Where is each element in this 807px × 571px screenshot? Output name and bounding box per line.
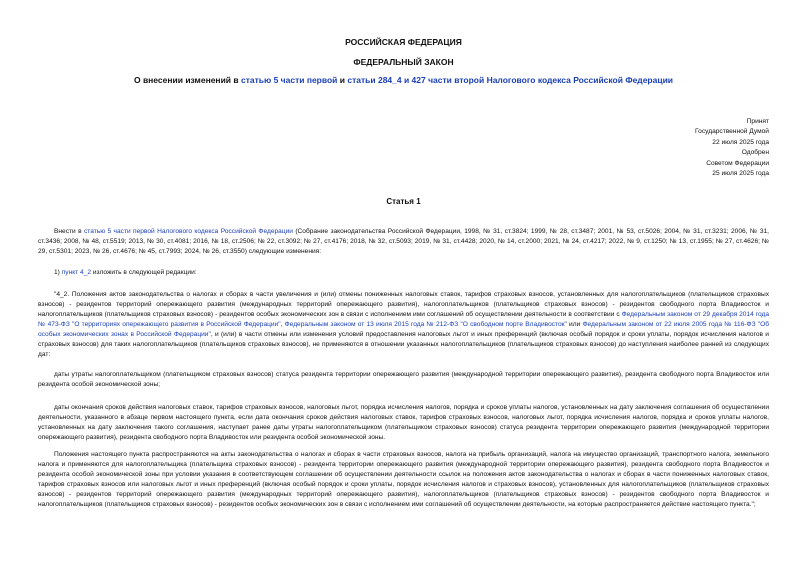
quote-post: , и (или) в части отмены или изменения условий предоставления налоговых льгот и иных преференций (включая особый порядок и сроки уплаты, порядок исчисления налогов и страховых взносов) для таких налогоплательщиков (плательщиков страховых взносов), не применяются в отношении указанных налогоплательщиков (плательщиков страховых взносов) до наступления наиболее ранней из следующих дат: (38, 331, 769, 358)
law-title (0, 75, 807, 85)
law-type-heading: ФЕДЕРАЛЬНЫЙ ЗАКОН (353, 57, 454, 67)
adoption-info (695, 117, 769, 179)
quote-pre: "4_2. Положения актов законодательства о налогах и сборах в части увеличения и (или) отмены пониженных налоговых ставок, тарифов страховых взносов, установленных для налогоплательщиков (плательщиков страховых взносов) - резидентов территорий опережающего развития (международных территорий опережающего развития), налогоплательщиков (плательщиков страховых взносов) - резидентов свободного порта Владивосток и налогоплательщиков (плательщиков страховых взносов) - резидентов особых экономических зон в связи с исполнением ими соглашений об осуществлении деятельности в соответствии с (38, 291, 769, 318)
accepted-by: Государственной Думой (695, 128, 769, 136)
country-heading: РОССИЙСКАЯ ФЕДЕРАЦИЯ (345, 37, 462, 47)
link-law-116-fz[interactable]: Федеральным законом от 22 июля 2005 года № 116-ФЗ "Об особых экономических зонах в Российской Федерации" (38, 321, 769, 338)
item1-post: изложить в следующей редакции: (91, 269, 197, 276)
intro-post: (Собрание законодательства Российской Федерации, 1998, № 31, ст.3824; 1999, № 28, ст.3487; 2001, № 53, ст.5026; 2004, № 31, ст.3231; 2006, № 31, ст.3436; 2008, № 48, ст.5519; 2013, № 30, ст.4081; 2016, № 18, ст.2506; № 22, ст.3092; № 27, ст.4176; 2018, № 32, ст.5093; 2019, № 31, ст.4428; 2020, № 14, ст.2000; 2021, № 24, ст.4217; 2022, № 9, ст.1250; № 13, ст.1955; № 27, ст.4626; № 29, ст.5301; 2023, № 26, ст.4676; № 45, ст.7993; 2024, № 26, ст.3550) следующие изменения: (38, 228, 770, 255)
item1-pre: 1) (54, 269, 62, 276)
quoted-point-paragraph (38, 290, 769, 360)
approved-label: Одобрен (741, 149, 769, 157)
intro-pre: Внести в (54, 228, 84, 235)
link-articles-284-427[interactable]: статьи 284_4 и 427 части второй Налогового кодекса Российской Федерации (347, 75, 674, 85)
link-point-4-2[interactable]: пункт 4_2 (61, 269, 92, 276)
date-condition-1: даты утраты налогоплательщиком (плательщиком страховых взносов) статуса резидента территории опережающего развития (международной территории опережающего развития), резидента свободного порта Владивосток или резидента особой экономической зоны; (38, 371, 769, 388)
link-law-212-fz[interactable]: Федеральным законом от 13 июля 2015 года № 212-ФЗ "О свободном порте Владивосток" (284, 321, 567, 328)
quote-mid2: или (566, 321, 583, 328)
scope-paragraph: Положения настоящего пункта распространяются на акты законодательства о налогах и сборах в части страховых взносов, налога на прибыль организаций, налога на имущество организаций, транспортного налога, земельного налога и применяются для налогоплательщика (плательщика страховых взносов) - резидента территории опережающего развития (международной территории опережающего развития), резидента свободного порта Владивосток и резидента особой экономической зоны при условии указания в соответствующем соглашении об осуществлении деятельности ссылок на положения актов законодательства о налогах и сборах в части пониженных налоговых ставок, тарифов страховых взносов или налоговых льгот и иных преференций (включая особый порядок и сроки уплаты, порядок исчисления налогов и страховых взносов), установленных для налогоплательщиков (плательщиков страховых взносов) - резидентов территорий опережающего развития (международных территорий опережающего развития), налогоплательщиков (плательщиков страховых взносов) - резидентов свободного порта Владивосток и налогоплательщиков (плательщиков страховых взносов) - резидентов особых экономических зон в связи с исполнением ими соглашений об осуществлении деятельности, на которые распространяется действие настоящего пункта."; (38, 451, 769, 508)
quote-mid: , (280, 321, 285, 328)
article-intro-paragraph (38, 227, 769, 257)
title-text-mid: и (337, 75, 348, 85)
title-text-pre: О внесении изменений в (133, 75, 241, 85)
date-condition-2: даты окончания сроков действия налоговых ставок, тарифов страховых взносов, налоговых льгот, порядка исчисления налогов, порядка и сроков уплаты налогов, установленных на дату заключения соглашения об осуществлении деятельности, указанного в абзаце первом настоящего пункта, если дата окончания сроков действия налоговых ставок, тарифов страховых взносов, налоговых льгот, порядка исчисления налогов, порядка и сроков уплаты налогов, установленных на дату заключения такого соглашения, наступает ранее даты утраты налогоплательщиком (плательщиком страховых взносов) статуса резидента территории опережающего развития (международной территории опережающего развития), резидента свободного порта Владивосток или резидента особой экономической зоны. (38, 404, 769, 441)
accepted-label: Принят (746, 118, 769, 125)
link-tax-code-article-5[interactable]: статью 5 части первой Налогового кодекса Российской Федерации (83, 228, 293, 235)
item-1-paragraph (38, 268, 769, 278)
approved-by: Советом Федерации (706, 159, 769, 167)
link-law-473-fz[interactable]: Федеральным законом от 29 декабря 2014 года № 473-ФЗ "О территориях опережающего развития в Российской Федерации" (38, 311, 769, 328)
article-title: Статья 1 (386, 197, 421, 206)
accepted-date: 22 июля 2025 года (712, 138, 769, 146)
link-article-5-part-1[interactable]: статью 5 части первой (240, 75, 338, 85)
approved-date: 25 июля 2025 года (712, 170, 769, 178)
